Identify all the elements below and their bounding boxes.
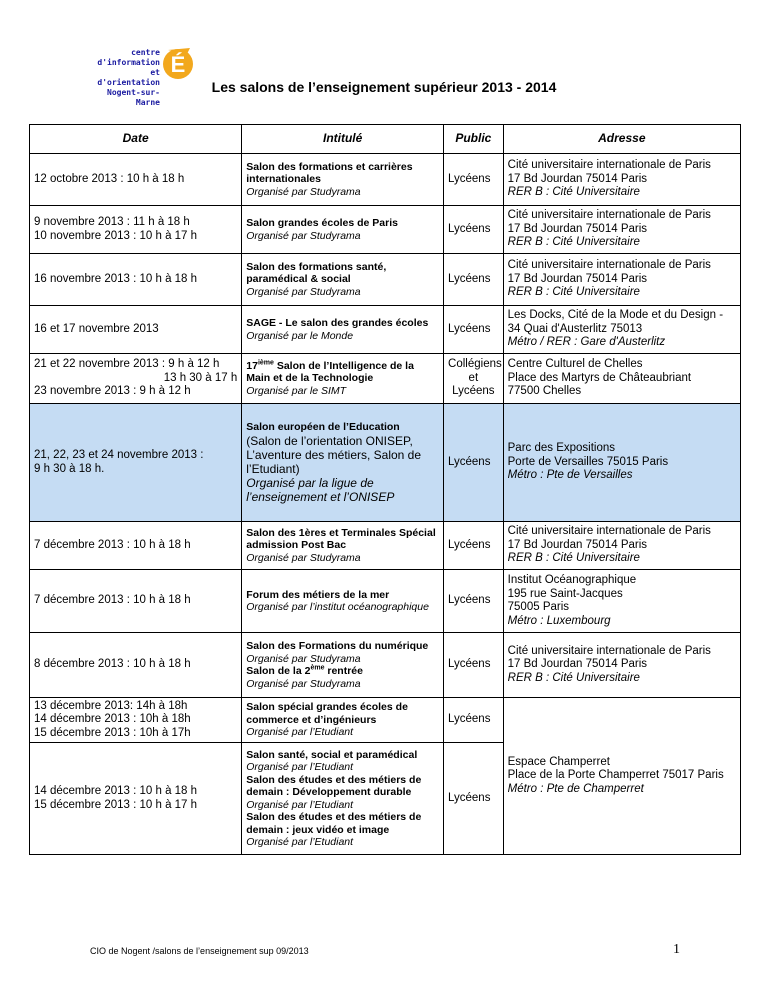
salon-title: Forum des métiers de la mer (246, 588, 390, 601)
date-line: 13 décembre 2013: 14h à 18h (34, 699, 188, 712)
organizer: Organisé par Studyrama (246, 652, 361, 665)
date-line: 9 novembre 2013 : 11 h à 18 h (34, 216, 190, 228)
public-cell: Lycéens (444, 154, 504, 206)
public-cell: Lycéens (444, 633, 504, 698)
organizer: Organisé par Studyrama (246, 229, 361, 242)
organizer: Organisé par le Monde (246, 329, 354, 342)
salon-title: rentrée (324, 665, 363, 677)
address-line: Cité universitaire internationale de Paris (507, 259, 711, 272)
date-line: 15 décembre 2013 : 10 h à 17 h (34, 798, 198, 811)
address-line: 17 Bd Jourdan 75014 Paris (507, 172, 648, 185)
table-header-row (30, 125, 741, 154)
address-line: Cité universitaire internationale de Paris (507, 525, 711, 538)
date-line: 14 décembre 2013 : 10h à 18h (34, 713, 191, 726)
date-line: 10 novembre 2013 : 10 h à 17 h (34, 229, 198, 242)
transport-access: Métro : Pte de Versailles (507, 469, 633, 482)
date-cell (30, 570, 242, 633)
organizer: Organisé par l’Etudiant (246, 798, 354, 811)
intitule-cell (242, 306, 444, 354)
address-line: Centre Culturel de Chelles (507, 358, 643, 371)
date-line: 21, 22, 23 et 24 novembre 2013 : (34, 449, 204, 461)
date-cell (30, 404, 242, 522)
date-cell (30, 522, 242, 570)
date-cell (30, 154, 242, 206)
table-row (30, 206, 741, 254)
organizer: Organisé par la ligue de l’enseignement et l’ONISEP (246, 475, 395, 504)
public-cell: Lycéens (444, 404, 504, 522)
organizer: Organisé par l’institut océanographique (246, 601, 429, 613)
public-line: et (468, 371, 479, 384)
header-adresse: Adresse (503, 125, 740, 154)
address-line: Institut Océanographique (507, 574, 637, 586)
transport-access: Métro : Luxembourg (507, 614, 611, 627)
public-cell: Lycéens (444, 522, 504, 570)
organizer: Organisé par Studyrama (246, 551, 361, 564)
adresse-cell (503, 522, 740, 570)
transport-access: RER B : Cité Universitaire (507, 671, 640, 684)
date-line: 15 décembre 2013 : 10h à 17h (34, 726, 191, 739)
organizer: Organisé par Studyrama (246, 285, 361, 298)
date-line: 21 et 22 novembre 2013 : 9 h à 12 h (34, 358, 220, 371)
adresse-cell (503, 404, 740, 522)
adresse-cell (503, 154, 740, 206)
table-row (30, 306, 741, 354)
public-line: Lycéens (452, 385, 495, 398)
date-line: 8 décembre 2013 : 10 h à 18 h (34, 658, 191, 671)
address-line: Les Docks, Cité de la Mode et du Design - (507, 309, 724, 322)
address-line: 34 Quai d'Austerlitz 75013 (507, 322, 643, 335)
date-line: 14 décembre 2013 : 10 h à 18 h (34, 785, 198, 797)
date-line: 16 novembre 2013 : 10 h à 18 h (34, 272, 198, 285)
intitule-cell (242, 743, 444, 855)
adresse-cell (503, 570, 740, 633)
logo-e-icon (160, 44, 196, 82)
page-number: 1 (673, 942, 680, 957)
ordinal-suffix: ième (257, 359, 274, 367)
address-line: 17 Bd Jourdan 75014 Paris (507, 538, 648, 551)
transport-access: Métro / RER : Gare d'Austerlitz (507, 336, 666, 349)
public-cell: Lycéens (444, 306, 504, 354)
public-cell: Lycéens (444, 206, 504, 254)
salon-title: Salon des études et des métiers de demain : jeux vidéo et image (246, 811, 422, 836)
salon-title: SAGE - Le salon des grandes écoles (246, 317, 429, 329)
address-line: 75005 Paris (507, 601, 570, 613)
address-line: 17 Bd Jourdan 75014 Paris (507, 222, 648, 235)
page-title: Les salons de l’enseignement supérieur 2013 - 2014 (211, 79, 557, 95)
salon-title: Salon des formations et carrières internationales (246, 160, 413, 186)
date-cell (30, 206, 242, 254)
table-row (30, 633, 741, 698)
date-cell (30, 354, 242, 404)
intitule-cell (242, 522, 444, 570)
salon-subtitle: (Salon de l’orientation ONISEP, L’aventure des métiers, Salon de l’Etudiant) (246, 433, 422, 476)
logo-letter: É (170, 52, 186, 77)
salon-title: Salon santé, social et paramédical (246, 748, 418, 761)
address-line: Cité universitaire internationale de Paris (507, 644, 711, 657)
table-row (30, 354, 741, 404)
header-public: Public (444, 125, 504, 154)
salon-title: Salon spécial grandes écoles de commerce et d’ingénieurs (246, 701, 408, 726)
adresse-cell (503, 354, 740, 404)
address-line: 195 rue Saint-Jacques (507, 587, 623, 600)
table-row (30, 570, 741, 633)
date-line: 16 et 17 novembre 2013 (34, 322, 159, 335)
salon-title: Salon des Formations du numérique (246, 640, 429, 652)
public-cell (444, 354, 504, 404)
transport-access: RER B : Cité Universitaire (507, 186, 640, 199)
ordinal-suffix: ème (310, 664, 325, 672)
address-line: Porte de Versailles 75015 Paris (507, 455, 669, 468)
table-row-highlighted (30, 404, 741, 522)
organizer: Organisé par l’Etudiant (246, 726, 354, 739)
date-cell (30, 698, 242, 743)
date-cell (30, 743, 242, 855)
adresse-cell (503, 698, 740, 855)
organizer: Organisé par Studyrama (246, 677, 361, 690)
header-intitule: Intitulé (242, 125, 444, 154)
intitule-cell (242, 404, 444, 522)
intitule-cell (242, 206, 444, 254)
date-cell (30, 633, 242, 698)
transport-access: Métro : Pte de Champerret (507, 782, 644, 795)
intitule-cell (242, 254, 444, 306)
address-line: Espace Champerret (507, 755, 610, 768)
organizer: Organisé par le SIMT (246, 384, 347, 397)
address-line: Place de la Porte Champerret 75017 Paris (507, 769, 724, 782)
footer-text: CIO de Nogent /salons de l’enseignement sup 09/2013 (90, 946, 309, 956)
logo-line: centre d'information (97, 48, 160, 67)
organizer: Organisé par l’Etudiant (246, 836, 354, 848)
address-line: Cité universitaire internationale de Paris (507, 159, 711, 172)
salon-title: Salon de l’Intelligence de la Main et de la Technologie (246, 359, 414, 385)
address-line: 77500 Chelles (507, 385, 582, 398)
date-line: 23 novembre 2013 : 9 h à 12 h (34, 385, 191, 398)
logo-line: Nogent-sur-Marne (107, 88, 160, 107)
adresse-cell (503, 306, 740, 354)
salon-title: Salon des études et des métiers de demain : Développement durable (246, 773, 422, 798)
address-line: Place des Martyrs de Châteaubriant (507, 371, 692, 384)
salons-table (29, 124, 741, 855)
date-line: 9 h 30 à 18 h. (34, 462, 105, 475)
table-row (30, 698, 741, 743)
salon-title: Salon des 1ères et Terminales Spécial admission Post Bac (246, 526, 436, 552)
date-line: 7 décembre 2013 : 10 h à 18 h (34, 538, 191, 551)
organizer: Organisé par Studyrama (246, 185, 361, 198)
salon-title: Salon grandes écoles de Paris (246, 217, 398, 229)
intitule-cell (242, 154, 444, 206)
logo-line: et d'orientation (97, 68, 160, 87)
date-cell (30, 254, 242, 306)
salon-title: Salon des formations santé, paramédical & social (246, 260, 387, 286)
salon-title: Salon de la 2 (246, 665, 311, 677)
date-line: 12 octobre 2013 : 10 h à 18 h (34, 172, 185, 185)
intitule-cell (242, 354, 444, 404)
salon-edition-number: 17 (246, 359, 258, 372)
public-cell: Lycéens (444, 570, 504, 633)
address-line: 17 Bd Jourdan 75014 Paris (507, 272, 648, 285)
transport-access: RER B : Cité Universitaire (507, 286, 640, 299)
address-line: Cité universitaire internationale de Paris (507, 209, 711, 222)
organizer: Organisé par l’Etudiant (246, 761, 354, 773)
address-line: Parc des Expositions (507, 442, 616, 455)
table-row (30, 522, 741, 570)
intitule-cell (242, 633, 444, 698)
intitule-cell (242, 570, 444, 633)
date-cell (30, 306, 242, 354)
table-row (30, 254, 741, 306)
public-line: Collégiens (448, 358, 502, 371)
table-row (30, 154, 741, 206)
adresse-cell (503, 206, 740, 254)
transport-access: RER B : Cité Universitaire (507, 236, 640, 249)
adresse-cell (503, 633, 740, 698)
date-line: 13 h 30 à 17 h (163, 371, 238, 384)
header-date: Date (30, 125, 242, 154)
address-line: 17 Bd Jourdan 75014 Paris (507, 658, 648, 671)
public-cell: Lycéens (444, 743, 504, 855)
transport-access: RER B : Cité Universitaire (507, 552, 640, 565)
logo-text (86, 48, 160, 108)
adresse-cell (503, 254, 740, 306)
public-cell: Lycéens (444, 254, 504, 306)
intitule-cell (242, 698, 444, 743)
public-cell: Lycéens (444, 698, 504, 743)
salon-title: Salon européen de l’Education (246, 421, 400, 434)
date-line: 7 décembre 2013 : 10 h à 18 h (34, 594, 191, 607)
